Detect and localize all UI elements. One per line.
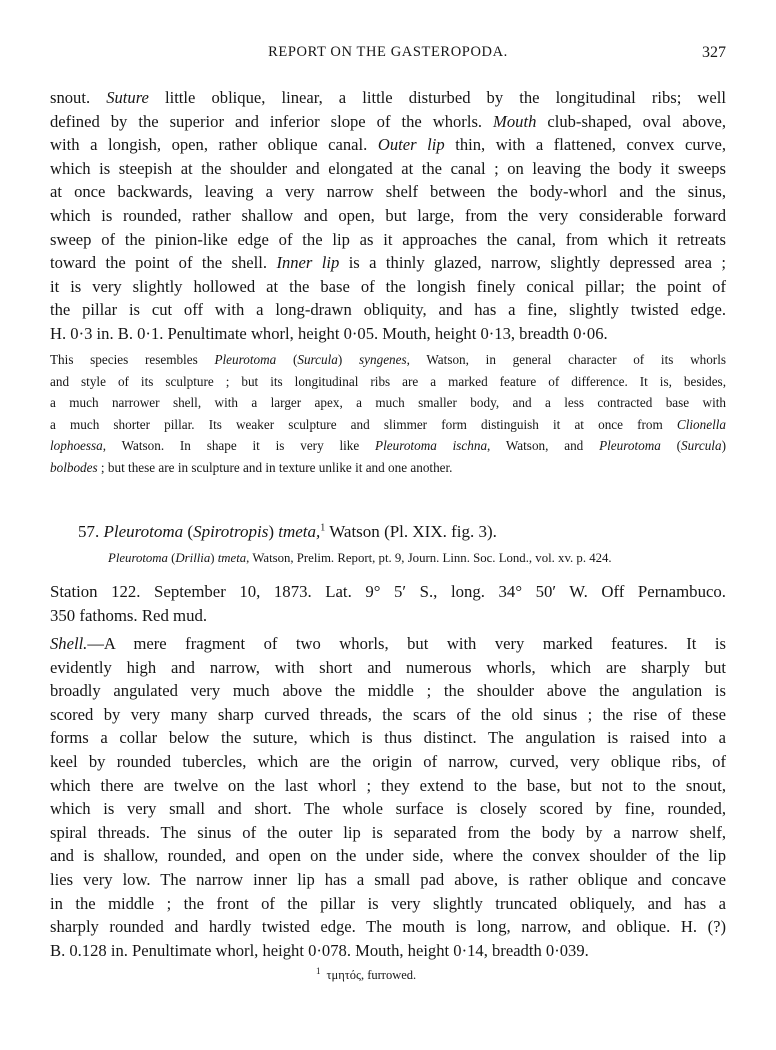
species-number: 57. [78, 522, 100, 541]
text-line: and style of its sculpture ; but its longitudinal ribs are a marked feature of difference. It is, besides, [50, 373, 726, 389]
text-line: sweep of the pinion-like edge of the lip as it approaches the canal, from which it retreats [50, 229, 726, 249]
footnote-text: τμητός, furrowed. [326, 968, 417, 983]
text-line: B. 0.128 in. Penultimate whorl, height 0·078. Mouth, height 0·14, breadth 0·039. [50, 940, 589, 960]
text-line: which there are twelve on the last whorl ; they extend to the base, but not to the snout, [50, 775, 726, 795]
text-line: lies very low. The narrow inner lip has a small pad above, is rather oblique and concave [50, 869, 726, 889]
footnote-number: 1 [316, 966, 321, 976]
text-line: which is very small and short. The whole surface is closely scored by fine, rounded, [50, 799, 726, 819]
text-line: snout. Suture little oblique, linear, a little disturbed by the longitudinal ribs; well [50, 88, 726, 107]
running-title: REPORT ON THE GASTEROPODA. [268, 44, 508, 60]
text-line: keel by rounded tubercles, which are the origin of narrow, curved, very oblique ribs, of [50, 751, 726, 771]
species-subgenus: Spirotropis [193, 522, 269, 541]
text-line: H. 0·3 in. B. 0·1. Penultimate whorl, height 0·05. Mouth, height 0·13, breadth 0·06. [50, 323, 608, 343]
species-name: tmeta, [278, 522, 321, 541]
text-line: lophoessa, Watson. In shape it is very like Pleurotoma ischna, Watson, and Pleurotoma (Surcula) [50, 438, 726, 454]
species-author: Watson [329, 522, 380, 541]
shell-description-paragraph [50, 632, 726, 962]
bibliographic-reference: Pleurotoma (Drillia) tmeta, Watson, Prelim. Report, pt. 9, Journ. Linn. Soc. Lond., vol. xv. p. 424. [108, 551, 612, 565]
text-line: a much shorter pillar. Its weaker sculpture and slimmer form distinguish it at once from Clionella [50, 416, 726, 432]
text-line: which is steepish at the shoulder and elongated at the canal ; on leaving the body it sweeps [50, 158, 726, 178]
text-line: Station 122. September 10, 1873. Lat. 9° 5′ S., long. 34° 50′ W. Off Pernambuco. [50, 582, 726, 601]
text-line: at once backwards, leaving a very narrow shelf between the body-whorl and the sinus, [50, 182, 726, 202]
text-line: a much narrower shell, with a larger apex, a much smaller body, and a less contracted base with [50, 395, 726, 411]
text-line: forms a collar below the suture, which is thus distinct. The angulation is raised into a [50, 728, 726, 748]
species-genus: Pleurotoma [103, 522, 184, 541]
footnote-marker: 1 [320, 522, 326, 534]
species-heading: 57. Pleurotoma (Spirotropis) tmeta,$^1$ Watson (Pl. XIX. fig. 3). [78, 522, 497, 541]
text-line: defined by the superior and inferior slope of the whorls. Mouth club-shaped, oval above, [50, 111, 727, 131]
text-line: which is rounded, rather shallow and open, but large, from the very considerable forward [50, 205, 726, 225]
plate-reference: (Pl. XIX. fig. 3). [384, 522, 497, 541]
text-line: spiral threads. The sinus of the outer lip is separated from the body by a narrow shelf, [50, 822, 726, 842]
text-line: bolbodes ; but these are in sculpture and in texture unlike it and one another. [50, 459, 453, 475]
text-line: the pillar is cut off with a long-drawn obliquity, and has a fine, slightly twisted edge. [50, 300, 726, 320]
text-line: toward the point of the shell. Inner lip is a thinly glazed, narrow, slightly depressed area ; [50, 253, 726, 273]
text-line: evidently high and narrow, with short and numerous whorls, which are sharply but [50, 657, 726, 677]
text-line: Shell.—A mere fragment of two whorls, but with very marked features. It is [50, 634, 726, 653]
text-line: This species resembles Pleurotoma (Surcula) syngenes, Watson, in general character of its whorls [50, 352, 726, 367]
description-paragraph [50, 86, 726, 346]
text-line: scored by very many sharp curved threads, the scars of the old sinus ; the rise of these [50, 704, 726, 724]
text-line: sharply rounded and hardly twisted edge. The mouth is long, narrow, and oblique. H. (?) [50, 917, 726, 937]
text-line: with a longish, open, rather oblique canal. Outer lip thin, with a flattened, convex curve, [50, 135, 726, 155]
text-line: broadly angulated very much above the middle ; the shoulder above the angulation is [50, 681, 726, 701]
page-header [50, 44, 726, 66]
text-line: it is very slightly hollowed at the base of the longish finely conical pillar; the point of [50, 276, 726, 296]
station-info [50, 580, 726, 628]
text-line: 350 fathoms. Red mud. [50, 606, 208, 625]
footnote [316, 966, 416, 983]
text-line: and is shallow, rounded, and open on the under side, where the convex shoulder of the lip [50, 846, 726, 866]
remarks-note [50, 349, 726, 479]
text-line: in the middle ; the front of the pillar is very slightly truncated obliquely, and has a [50, 893, 726, 913]
page-number: 327 [702, 44, 726, 61]
